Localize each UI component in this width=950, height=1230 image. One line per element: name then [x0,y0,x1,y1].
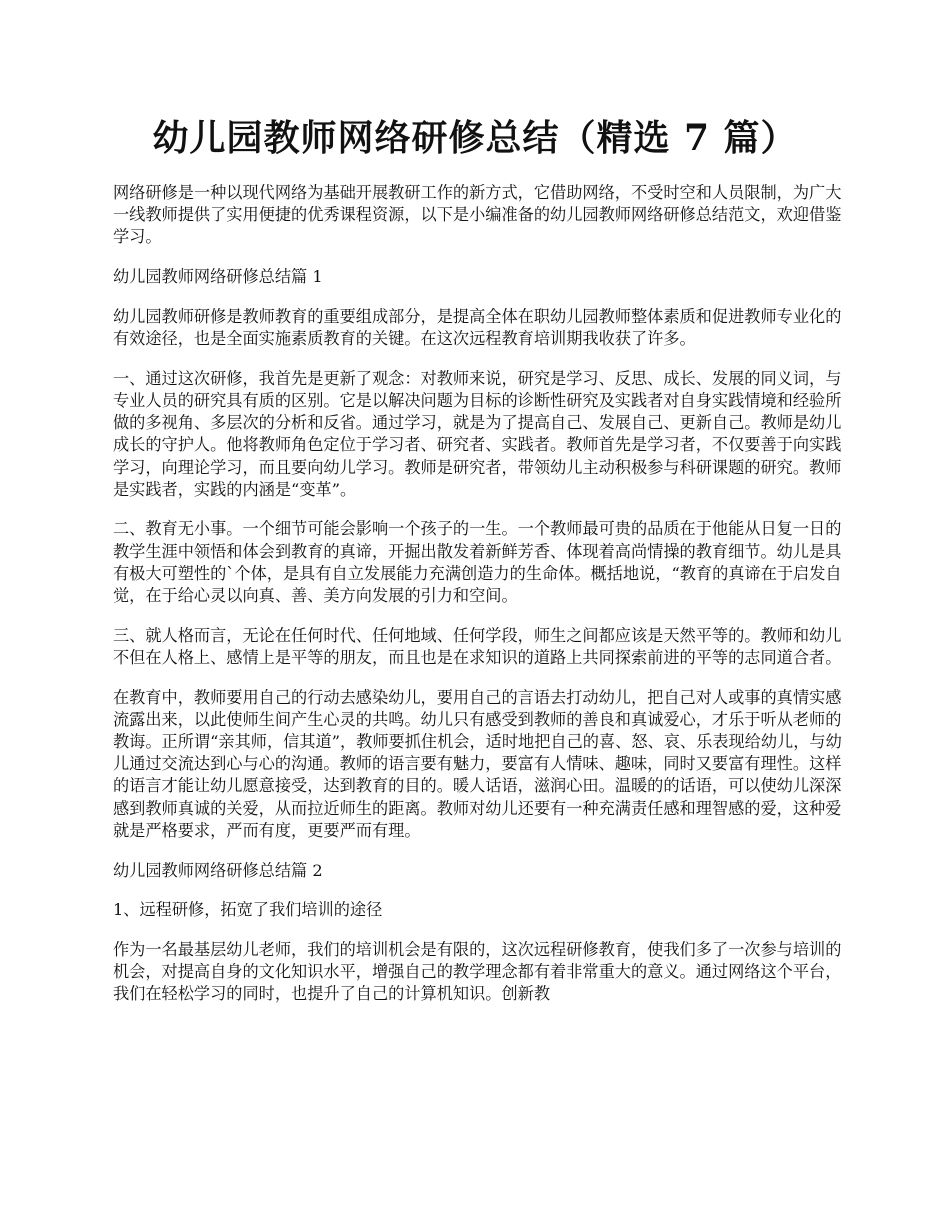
subsection-heading: 1、远程研修，拓宽了我们培训的途径 [113,900,383,920]
section-heading-2: 幼儿园教师网络研修总结篇 2 [113,860,323,880]
intro-paragraph: 网络研修是一种以现代网络为基础开展教研工作的新方式，它借助网络，不受时空和人员限制，为广大一线教师提供了实用便捷的优秀课程资源，以下是小编准备的幼儿园教师网络研修总结范文，欢迎借鉴学习。 [113,183,842,247]
document-title: 幼儿园教师网络研修总结（精选 7 篇） [152,117,798,159]
section-heading-1: 幼儿园教师网络研修总结篇 1 [113,267,323,287]
paragraph: 一、通过这次研修，我首先是更新了观念：对教师来说，研究是学习、反思、成长、发展的同义词，与专业人员的研究具有质的区别。它是以解决问题为目标的诊断性研究及实践者对自身实践情境和经验所做的多视角、多层次的分析和反省。通过学习，就是为了提高自己、发展自己、更新自己。教师是幼儿成长的守护人。他将教师角色定位于学习者、研究者、实践者。教师首先是学习者，不仅要善于向实践学习，向理论学习，而且要向幼儿学习。教师是研究者，带领幼儿主动积极参与科研课题的研究。教师是实践者，实践的内涵是“变革”。 [113,368,842,499]
document-body [113,182,843,1023]
paragraph: 幼儿园教师研修是教师教育的重要组成部分，是提高全体在职幼儿园教师整体素质和促进教师专业化的有效途径，也是全面实施素质教育的关键。在这次远程教育培训期我收获了许多。 [113,306,842,349]
paragraph: 作为一名最基层幼儿老师，我们的培训机会是有限的，这次远程研修教育，使我们多了一次参与培训的机会，对提高自身的文化知识水平，增强自己的教学理念都有着非常重大的意义。通过网络这个平台，我们在轻松学习的同时，也提升了自己的计算机知识。创新教 [113,939,842,1004]
paragraph: 二、教育无小事。一个细节可能会影响一个孩子的一生。一个教师最可贵的品质在于他能从日复一日的教学生涯中领悟和体会到教育的真谛，开掘出散发着新鲜芳香、体现着高尚情操的教育细节。幼儿是具有极大可塑性的`个体，是具有自立发展能力充满创造力的生命体。概括地说，“教育的真谛在于启发自觉，在于给心灵以向真、善、美方向发展的引力和空间。 [113,519,842,606]
paragraph: 三、就人格而言，无论在任何时代、任何地域、任何学段，师生之间都应该是天然平等的。教师和幼儿不但在人格上、感情上是平等的朋友，而且也是在求知识的道路上共同探索前进的平等的志同道合者。 [113,625,842,667]
paragraph: 在教育中，教师要用自己的行动去感染幼儿，要用自己的言语去打动幼儿，把自己对人或事的真情实感流露出来，以此使师生间产生心灵的共鸣。幼儿只有感受到教师的善良和真诚爱心，才乐于听从老师的教诲。正所谓“亲其师，信其道”，教师要抓住机会，适时地把自己的喜、怒、哀、乐表现给幼儿，与幼儿通过交流达到心与心的沟通。教师的语言要有魅力，要富有人情味、趣味，同时又要富有理性。这样的语言才能让幼儿愿意接受，达到教育的目的。暖人话语，滋润心田。温暖的的话语，可以使幼儿深深感到教师真诚的关爱，从而拉近师生的距离。教师对幼儿还要有一种充满责任感和理智感的爱，这种爱就是严格要求，严而有度，更要严而有理。 [113,687,842,840]
